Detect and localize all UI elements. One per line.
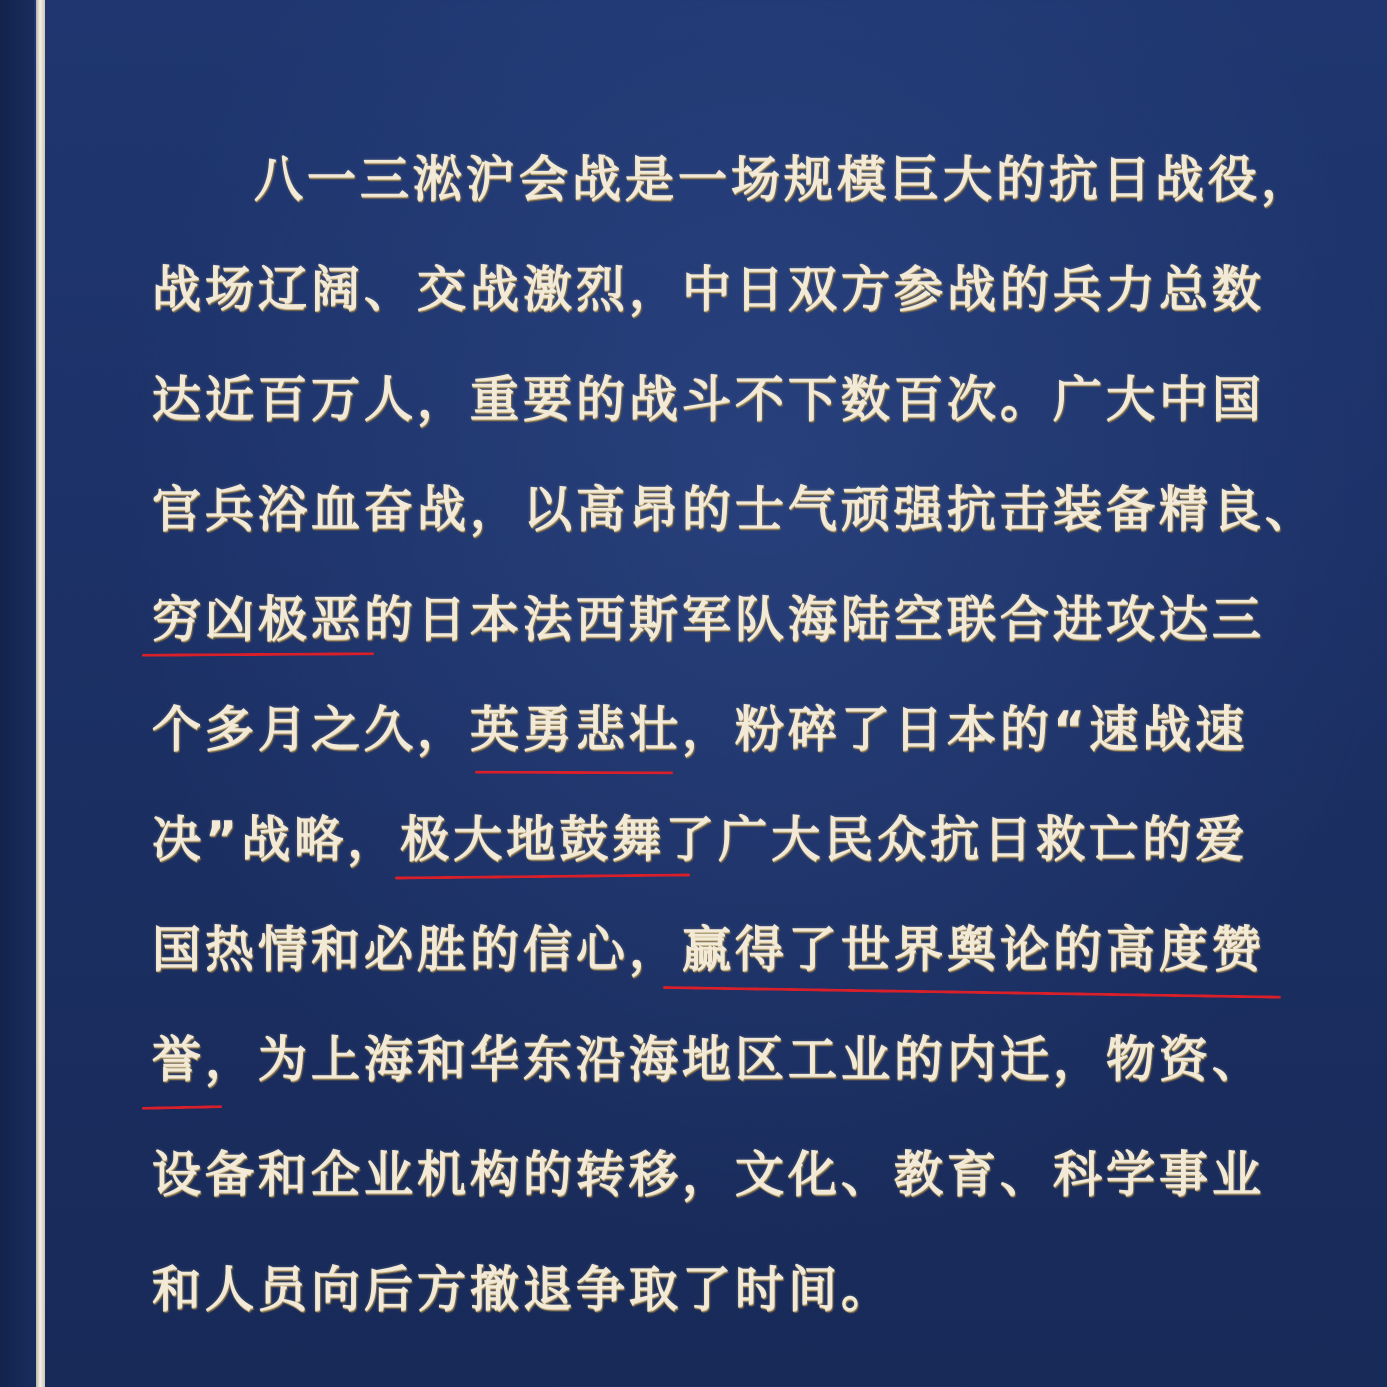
panel-frame-edge [36, 0, 45, 1387]
text-line-1 [254, 130, 1387, 230]
underlined-phrase: 赢得了世界舆论的高度赞 [682, 921, 1266, 978]
text-segment: 八一三淞沪会战是一场规模巨大的抗日战役， [254, 151, 1315, 208]
underlined-phrase: 穷凶极恶 [152, 591, 365, 648]
text-line-8 [152, 900, 1322, 1000]
text-segment: ，粉碎了日本的“速战速 [682, 701, 1249, 758]
text-segment: 官兵浴血奋战，以高昂的士气顽强抗击装备精良、 [152, 481, 1319, 538]
text-line-3 [152, 350, 1322, 450]
text-segment: 广大民众抗日救亡的爱 [718, 811, 1249, 868]
underlined-phrase: 誉， [152, 1031, 259, 1088]
left-wall-strip [0, 0, 34, 1387]
text-line-7 [152, 790, 1322, 890]
text-segment: 的日本法西斯军队海陆空联合进攻达三 [364, 591, 1266, 648]
text-segment: 国热情和必胜的信心， [152, 921, 683, 978]
text-line-2 [152, 240, 1322, 340]
text-line-9 [152, 1010, 1322, 1110]
text-segment: 个多月之久， [152, 701, 471, 758]
underlined-phrase: 极大地鼓舞了 [400, 811, 719, 868]
text-segment: 为上海和华东沿海地区工业的内迁，物资、 [258, 1031, 1266, 1088]
text-line-6 [152, 680, 1322, 780]
text-segment: 战场辽阔、交战激烈，中日双方参战的兵力总数 [152, 261, 1266, 318]
text-line-4 [152, 460, 1322, 560]
underlined-phrase: 英勇悲壮 [470, 701, 683, 758]
text-line-10 [152, 1125, 1322, 1225]
text-segment: 达近百万人，重要的战斗不下数百次。广大中国 [152, 371, 1266, 428]
text-line-11 [152, 1240, 1322, 1340]
text-segment: 设备和企业机构的转移，文化、教育、科学事业 [152, 1146, 1266, 1203]
text-segment: 和人员向后方撤退争取了时间。 [152, 1261, 895, 1318]
exhibit-text-panel [45, 0, 1387, 1387]
text-segment: 决”战略， [152, 811, 401, 868]
